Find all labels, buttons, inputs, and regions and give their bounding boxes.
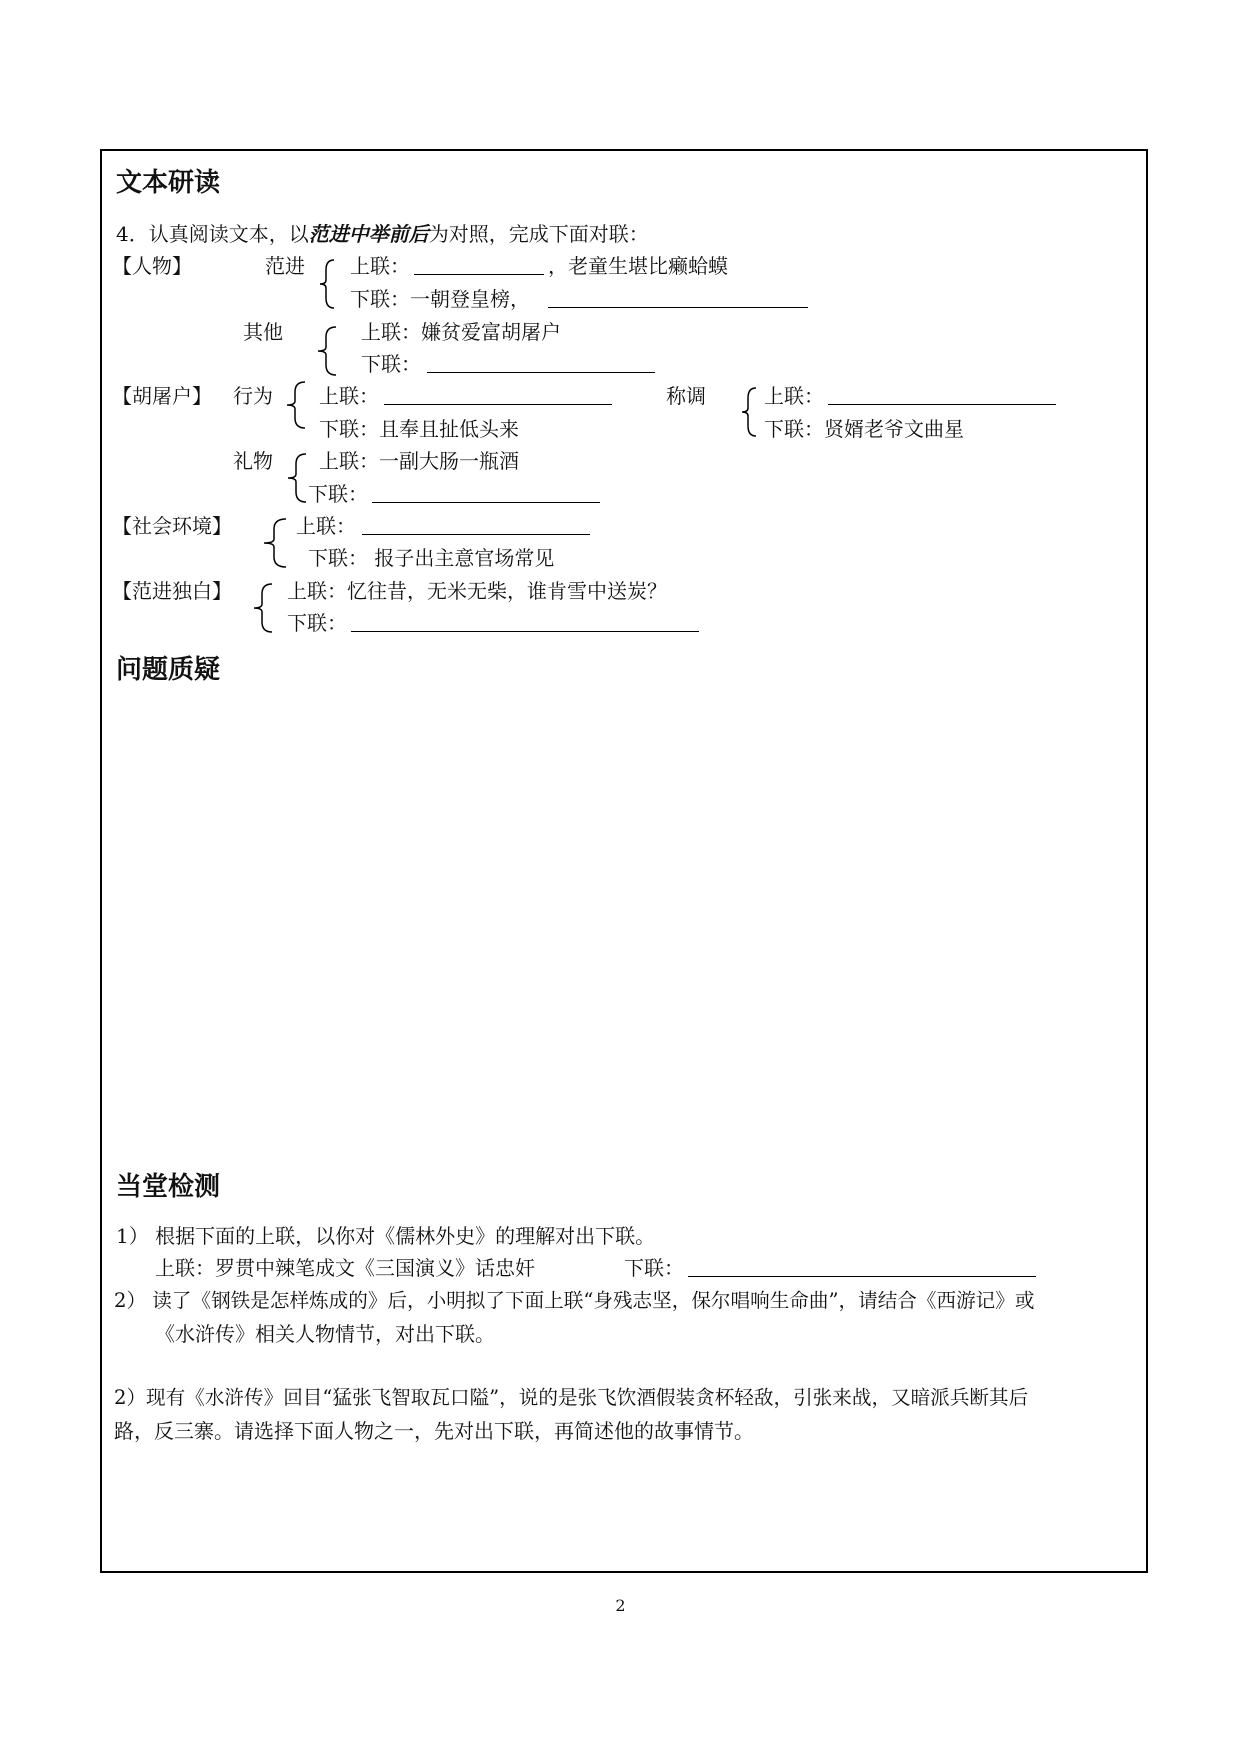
section-heading-test: 当堂检测 (116, 1172, 221, 1202)
xingwei-upper-label: 上联： (319, 384, 379, 408)
test-q2-line2: 《水浒传》相关人物情节，对出下联。 (155, 1322, 495, 1346)
qita-lower-blank[interactable] (427, 372, 655, 373)
brace-chengwei (740, 386, 758, 438)
task4-intro (116, 222, 649, 246)
dubai-lower-label: 下联： (287, 611, 347, 635)
test-q1: 1） 根据下面的上联，以你对《儒林外史》的理解对出下联。 (116, 1224, 656, 1248)
fanjin-lower: 下联：一朝登皇榜， (350, 287, 530, 311)
label-liwu: 礼物 (233, 449, 273, 473)
task4-intro-emphasis: 范进中举前后 (308, 222, 429, 246)
fanjin-upper-blank[interactable] (414, 274, 544, 275)
fanjin-upper-label: 上联： (350, 254, 410, 278)
qita-lower-label: 下联： (361, 352, 421, 376)
test-q1-upper: 上联：罗贯中辣笔成文《三国演义》话忠奸 (155, 1256, 535, 1280)
liwu-lower-blank[interactable] (372, 502, 600, 503)
brace-qita (316, 325, 338, 377)
test-q3-line2: 路，反三寨。请选择下面人物之一，先对出下联，再简述他的故事情节。 (114, 1419, 754, 1443)
brace-liwu (286, 452, 308, 504)
qita-upper: 上联：嫌贫爱富胡屠户 (361, 320, 561, 344)
dubai-lower-blank[interactable] (351, 631, 699, 632)
questions-answer-area[interactable] (116, 700, 1126, 1140)
label-fanjin: 范进 (265, 254, 305, 278)
label-shehui: 【社会环境】 (112, 514, 232, 538)
section-heading-reading: 文本研读 (116, 168, 221, 198)
test-q1-lower-label: 下联： (624, 1256, 684, 1280)
label-hutuhu: 【胡屠户】 (112, 384, 212, 408)
brace-xingwei (285, 380, 307, 430)
chengwei-upper-label: 上联： (764, 384, 824, 408)
dubai-upper: 上联：忆往昔，无米无柴，谁肯雪中送炭？ (287, 579, 667, 603)
chengwei-upper-blank[interactable] (828, 404, 1056, 405)
section-heading-questions: 问题质疑 (116, 655, 221, 685)
fanjin-upper-suffix: ，老童生堪比癞蛤蟆 (548, 254, 728, 278)
xingwei-upper-blank[interactable] (384, 404, 612, 405)
shehui-lower: 下联： 报子出主意官场常见 (308, 546, 555, 570)
chengwei-lower: 下联：贤婿老爷文曲星 (764, 417, 964, 441)
label-qita: 其他 (243, 320, 283, 344)
test-q3-line1: 2）现有《水浒传》回目“猛张飞智取瓦口隘”，说的是张飞饮酒假装贪杯轻敌，引张来战，又暗派兵断其后 (114, 1386, 1029, 1409)
liwu-lower-label: 下联： (308, 482, 368, 506)
label-dubai: 【范进独白】 (112, 579, 232, 603)
xingwei-lower: 下联：且奉且扯低头来 (319, 417, 519, 441)
shehui-upper-label: 上联： (296, 514, 356, 538)
label-xingwei: 行为 (233, 384, 273, 408)
shehui-upper-blank[interactable] (362, 534, 590, 535)
liwu-upper: 上联：一副大肠一瓶酒 (319, 449, 519, 473)
brace-dubai (252, 582, 274, 634)
test-q1-lower-blank[interactable] (688, 1276, 1036, 1277)
brace-fanjin (318, 258, 336, 310)
task4-intro-pre: 4．认真阅读文本，以 (116, 222, 309, 246)
label-renwu: 【人物】 (112, 254, 192, 278)
task4-intro-post: 为对照，完成下面对联： (428, 222, 649, 246)
label-chengwei: 称调 (666, 384, 706, 408)
test-q2-line1: 2） 读了《钢铁是怎样炼成的》后，小明拟了下面上联“身残志坚，保尔唱响生命曲”，请结合《西游记》或 (114, 1289, 1035, 1312)
fanjin-lower-blank[interactable] (548, 307, 808, 308)
brace-shehui (262, 517, 288, 569)
page-number: 2 (615, 1596, 626, 1615)
